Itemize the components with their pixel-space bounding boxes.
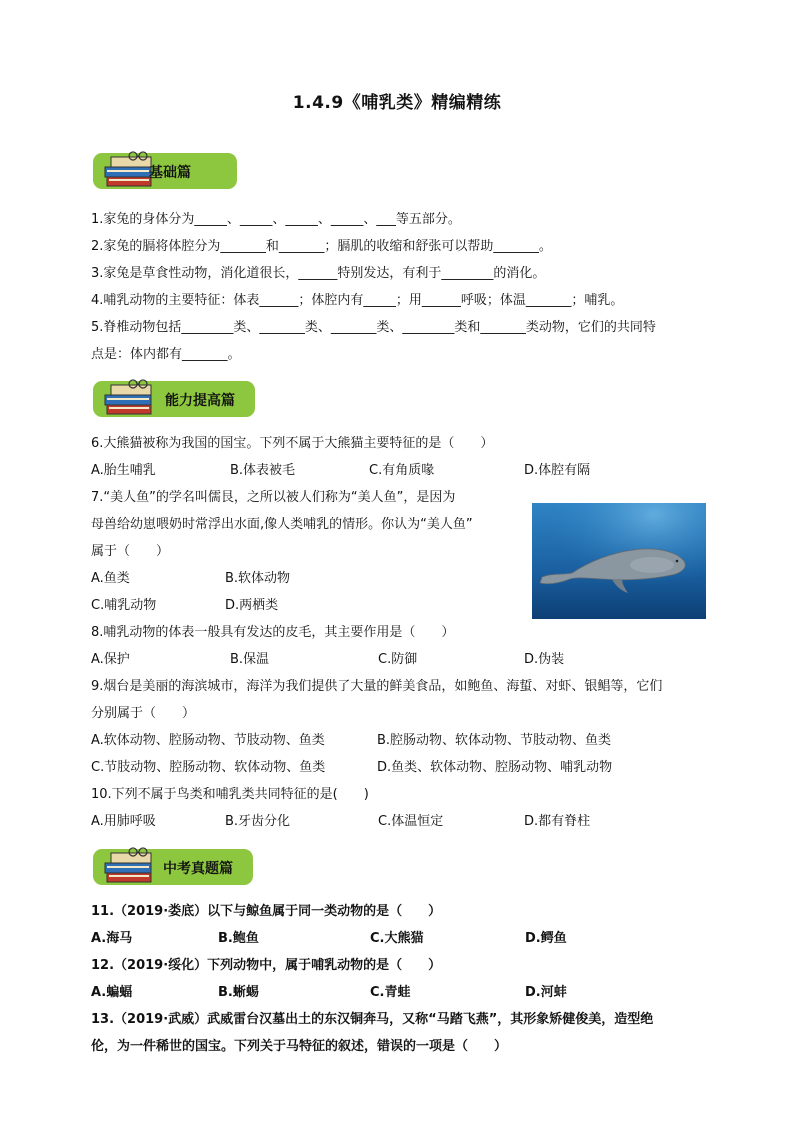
q7-line-2: 母兽给幼崽喂奶时常浮出水面,像人类哺乳的情形。你认为“美人鱼” xyxy=(91,517,473,532)
q13-line-1: 13.（2019·武威）武威雷台汉墓出土的东汉铜奔马，又称“马踏飞燕”，其形象矫健俊美，造型绝 xyxy=(91,1012,654,1027)
q8-option-a: A.保护 xyxy=(91,652,130,667)
q10-options xyxy=(91,813,711,831)
q6-option-d: D.体腔有隔 xyxy=(524,463,591,478)
q9-options-row-1 xyxy=(91,732,711,750)
basic-item-5-cont: 点是：体内都有_______。 xyxy=(91,347,241,362)
q6-options xyxy=(91,462,711,480)
q6-option-c: C.有角质喙 xyxy=(369,463,435,478)
section-title-advanced: 能力提高篇 xyxy=(165,393,235,409)
q9-option-d: D.鱼类、软体动物、腔肠动物、哺乳动物 xyxy=(377,760,613,775)
q11-option-a: A.海马 xyxy=(91,931,133,946)
q12-stem: 12.（2019·绥化）下列动物中，属于哺乳动物的是（ ） xyxy=(91,958,442,973)
q9-option-c: C.节肢动物、腔肠动物、软体动物、鱼类 xyxy=(91,760,326,775)
q7-option-b: B.软体动物 xyxy=(225,571,291,586)
q11-option-b: B.鲍鱼 xyxy=(218,931,259,946)
q7-line-1: 7.“美人鱼”的学名叫儒艮，之所以被人们称为“美人鱼”，是因为 xyxy=(91,490,456,505)
q10-option-c: C.体温恒定 xyxy=(378,814,444,829)
basic-item-1: 1.家兔的身体分为_____、_____、_____、_____、___等五部分。 xyxy=(91,212,461,227)
q6-option-b: B.体表被毛 xyxy=(230,463,296,478)
q9-option-a: A.软体动物、腔肠动物、节肢动物、鱼类 xyxy=(91,733,325,748)
q6-stem: 6.大熊猫被称为我国的国宝。下列不属于大熊猫主要特征的是（ ） xyxy=(91,436,494,451)
q8-option-b: B.保温 xyxy=(230,652,270,667)
q8-options xyxy=(91,651,711,669)
section-badge-exam xyxy=(93,845,237,887)
q8-option-c: C.防御 xyxy=(378,652,418,667)
q10-option-b: B.牙齿分化 xyxy=(225,814,291,829)
section-badge-advanced xyxy=(93,377,237,419)
q11-option-d: D.鳄鱼 xyxy=(525,931,567,946)
q9-line-2: 分别属于（ ） xyxy=(91,706,196,721)
q11-option-c: C.大熊猫 xyxy=(370,931,424,946)
q11-options xyxy=(91,930,711,948)
q9-options-row-2 xyxy=(91,759,711,777)
q9-option-b: B.腔肠动物、软体动物、节肢动物、鱼类 xyxy=(377,733,612,748)
basic-item-5: 5.脊椎动物包括________类、_______类、_______类、________类和_______类动物，它们的共同特 xyxy=(91,320,656,335)
q10-stem: 10.下列不属于鸟类和哺乳类共同特征的是( ) xyxy=(91,787,369,802)
q11-stem: 11.（2019·娄底）以下与鲸鱼属于同一类动物的是（ ） xyxy=(91,904,442,919)
section-badge-basic xyxy=(93,149,237,191)
books-icon xyxy=(103,845,159,887)
q10-option-a: A.用肺呼吸 xyxy=(91,814,156,829)
q12-option-c: C.青蛙 xyxy=(370,985,411,1000)
q7-option-a: A.鱼类 xyxy=(91,571,130,586)
q7-option-d: D.两栖类 xyxy=(225,598,279,613)
q12-option-a: A.蝙蝠 xyxy=(91,985,133,1000)
basic-item-4: 4.哺乳动物的主要特征：体表______；体腔内有_____；用______呼吸；体温_______；哺乳。 xyxy=(91,293,624,308)
dugong-photo xyxy=(532,503,706,619)
q10-option-d: D.都有脊柱 xyxy=(524,814,591,829)
q9-line-1: 9.烟台是美丽的海滨城市，海洋为我们提供了大量的鲜美食品，如鲍鱼、海蜇、对虾、银鲳等，它们 xyxy=(91,679,663,694)
books-icon xyxy=(103,377,159,419)
q6-option-a: A.胎生哺乳 xyxy=(91,463,156,478)
basic-item-3: 3.家兔是草食性动物，消化道很长，______特别发达，有利于________的消化。 xyxy=(91,266,546,281)
page-title: 1.4.9《哺乳类》精编精练 xyxy=(292,93,502,113)
q8-option-d: D.伪装 xyxy=(524,652,565,667)
q8-stem: 8.哺乳动物的体表一般具有发达的皮毛，其主要作用是（ ） xyxy=(91,625,455,640)
q13-line-2: 伦，为一件稀世的国宝。下列关于马特征的叙述，错误的一项是（ ） xyxy=(91,1039,508,1054)
q7-option-c: C.哺乳动物 xyxy=(91,598,157,613)
section-title-exam: 中考真题篇 xyxy=(163,861,233,877)
q12-options xyxy=(91,984,711,1002)
q7-line-3: 属于（ ） xyxy=(91,544,170,559)
q12-option-d: D.河蚌 xyxy=(525,985,567,1000)
section-title-basic: 基础篇 xyxy=(149,165,191,181)
q12-option-b: B.蜥蜴 xyxy=(218,985,259,1000)
basic-item-2: 2.家兔的膈将体腔分为_______和_______；膈肌的收缩和舒张可以帮助_______。 xyxy=(91,239,552,254)
